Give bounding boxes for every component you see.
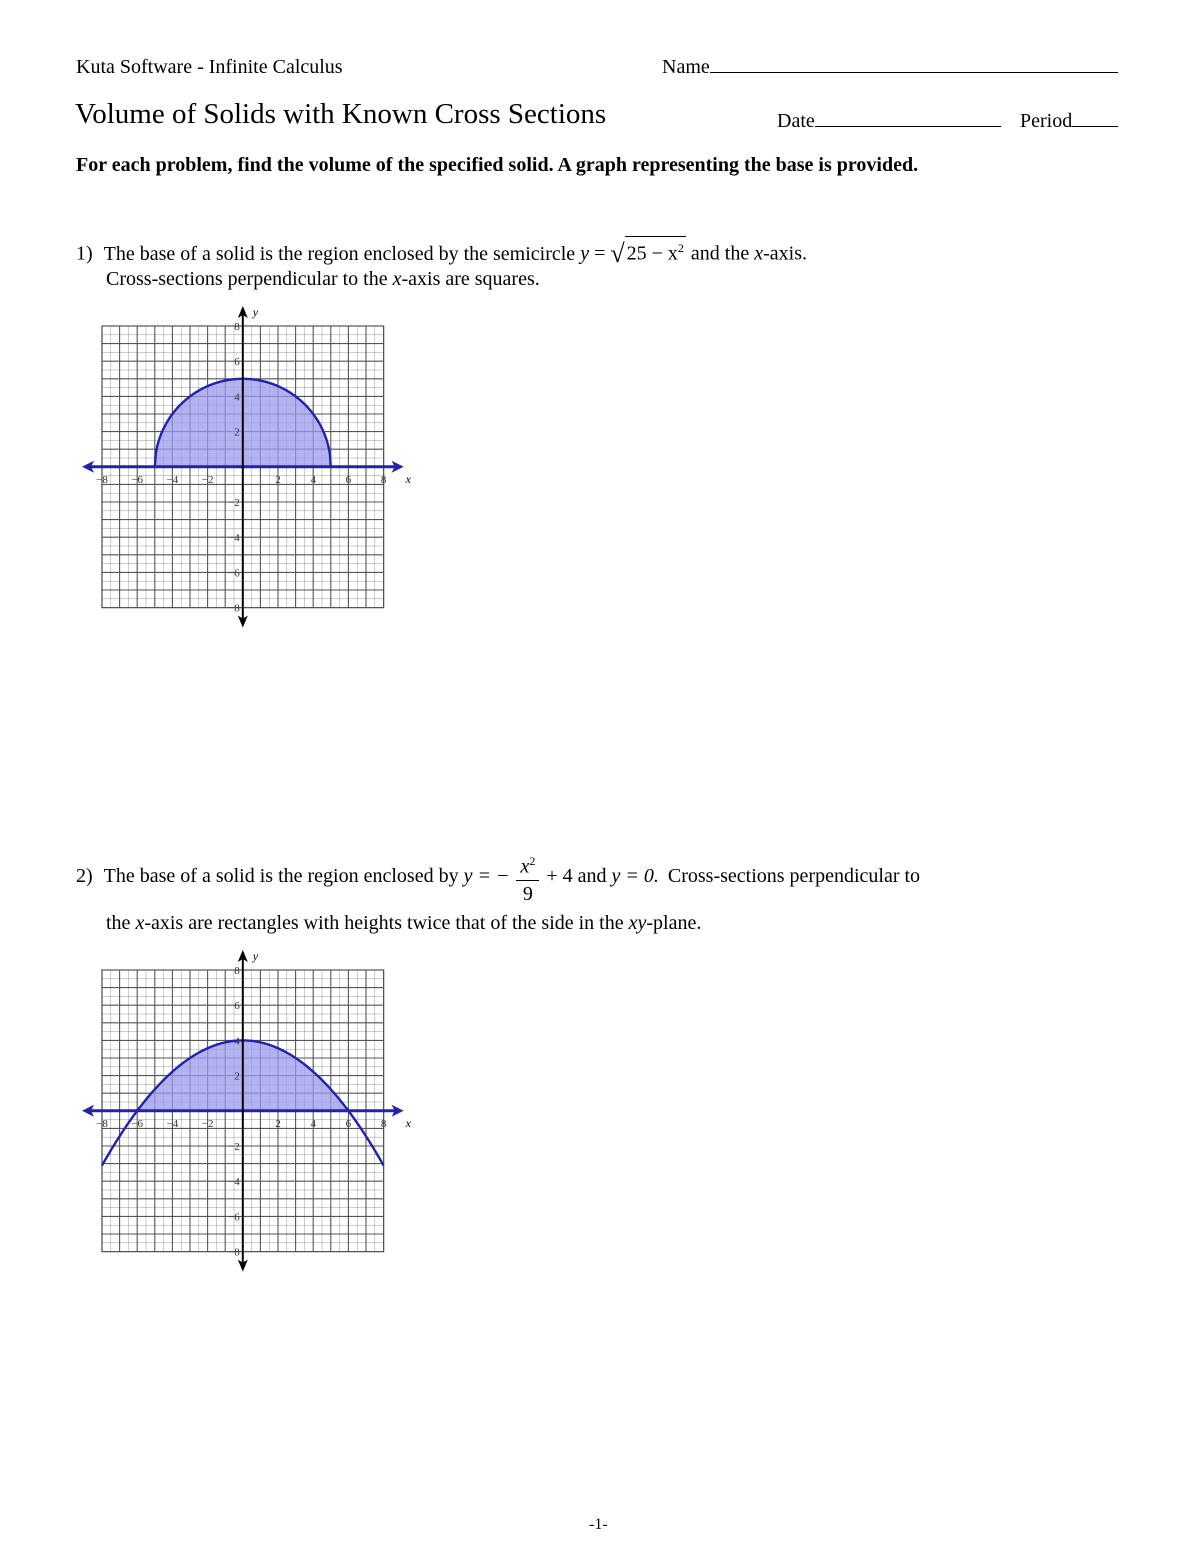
y-tick-label: 4 — [234, 391, 240, 404]
y-tick-label: 8 — [234, 321, 240, 333]
x-tick-label: 8 — [380, 473, 387, 486]
x-tick-label: −6 — [131, 1117, 144, 1130]
instructions: For each problem, find the volume of the specified solid. A graph representing the base is provided. — [76, 154, 919, 176]
problem-2-number: 2) — [76, 864, 93, 887]
page-number: -1- — [589, 1516, 608, 1533]
x-tick-label: 2 — [275, 1117, 281, 1130]
y-tick-label: 2 — [234, 1070, 240, 1083]
problem-1-line-2: Cross-sections perpendicular to the x-axis are squares. — [106, 268, 540, 290]
graph-2-y-axis-label: y — [252, 949, 259, 963]
problem-1-sqrt — [610, 236, 686, 267]
problem-1-eq-y: y — [580, 242, 590, 265]
name-field[interactable] — [662, 56, 1118, 79]
x-tick-label: 4 — [310, 1117, 316, 1130]
name-label: Name — [662, 56, 710, 78]
y-tick-label: −6 — [228, 1211, 240, 1224]
y-tick-label: −2 — [228, 1141, 240, 1153]
x-tick-label: 8 — [380, 1117, 387, 1130]
y-tick-label: −2 — [228, 497, 240, 509]
problem-1-radicand: $25 - x^2$ — [625, 236, 686, 265]
y-tick-label: −8 — [228, 602, 240, 615]
problem-2-line-1 — [76, 848, 920, 907]
x-tick-label: −2 — [201, 473, 214, 486]
y-tick-label: 4 — [234, 1035, 240, 1048]
x-tick-label: −4 — [166, 473, 179, 486]
y-tick-label: 2 — [234, 426, 240, 439]
problem-1-text-c: -axis. — [763, 242, 808, 265]
problem-1-number: 1) — [76, 242, 93, 265]
y-tick-label: 6 — [234, 1000, 240, 1013]
period-field[interactable] — [1020, 110, 1118, 133]
date-blank[interactable] — [815, 110, 1001, 127]
y-tick-label: 8 — [234, 965, 240, 977]
problem-2-line-2: the x-axis are rectangles with heights twice that of the side in the xy-plane. — [106, 912, 702, 934]
y-tick-label: −8 — [228, 1246, 240, 1259]
period-blank[interactable] — [1072, 110, 1118, 127]
problem-2-eq-lhs: y = − — [463, 864, 510, 887]
problem-2-text-a: The base of a solid is the region enclosed by — [103, 864, 459, 887]
x-tick-label: 2 — [275, 473, 281, 486]
problem-2-text-c: Cross-sections perpendicular to — [667, 864, 921, 887]
page-title: Volume of Solids with Known Cross Sections — [75, 98, 607, 130]
y-tick-label: −4 — [228, 1176, 240, 1189]
problem-2-eq-rest: + 4 — [546, 864, 573, 887]
date-field[interactable] — [777, 110, 1001, 133]
publisher-label: Kuta Software - Infinite Calculus — [76, 56, 343, 78]
graph-2 — [76, 944, 416, 1284]
graph-2-x-axis-label: x — [405, 1115, 411, 1130]
x-tick-label: −6 — [131, 473, 144, 486]
graph-1-y-axis-label: y — [252, 305, 259, 319]
sqrt-icon: √ — [610, 238, 625, 268]
name-blank[interactable] — [710, 56, 1118, 73]
y-tick-label: 6 — [234, 356, 240, 369]
problem-1-axis-var: x — [754, 242, 764, 265]
x-tick-label: −8 — [96, 1117, 108, 1130]
date-label: Date — [777, 110, 815, 132]
y-tick-label: −4 — [228, 532, 240, 545]
y-tick-label: −6 — [228, 567, 240, 580]
x-tick-label: 4 — [310, 473, 316, 486]
graph-1-x-axis-label: x — [405, 471, 411, 486]
x-tick-label: −4 — [166, 1117, 179, 1130]
problem-1-text-b: and the — [690, 242, 750, 265]
problem-2-text-b: and — [577, 864, 607, 887]
problem-1-text-a: The base of a solid is the region enclosed by the semicircle — [103, 242, 576, 265]
x-tick-label: −2 — [201, 1117, 214, 1130]
problem-1-line-1 — [76, 236, 807, 267]
period-label: Period — [1020, 110, 1073, 132]
x-tick-label: 6 — [345, 473, 352, 486]
x-tick-label: −8 — [96, 473, 108, 486]
problem-1-eq-equals: = — [594, 242, 606, 265]
problem-2-eq2: y = 0. — [611, 864, 659, 887]
graph-1 — [76, 300, 416, 640]
problem-2-fraction: $\frac{x^2}{9}$ — [516, 848, 539, 907]
x-tick-label: 6 — [345, 1117, 352, 1130]
